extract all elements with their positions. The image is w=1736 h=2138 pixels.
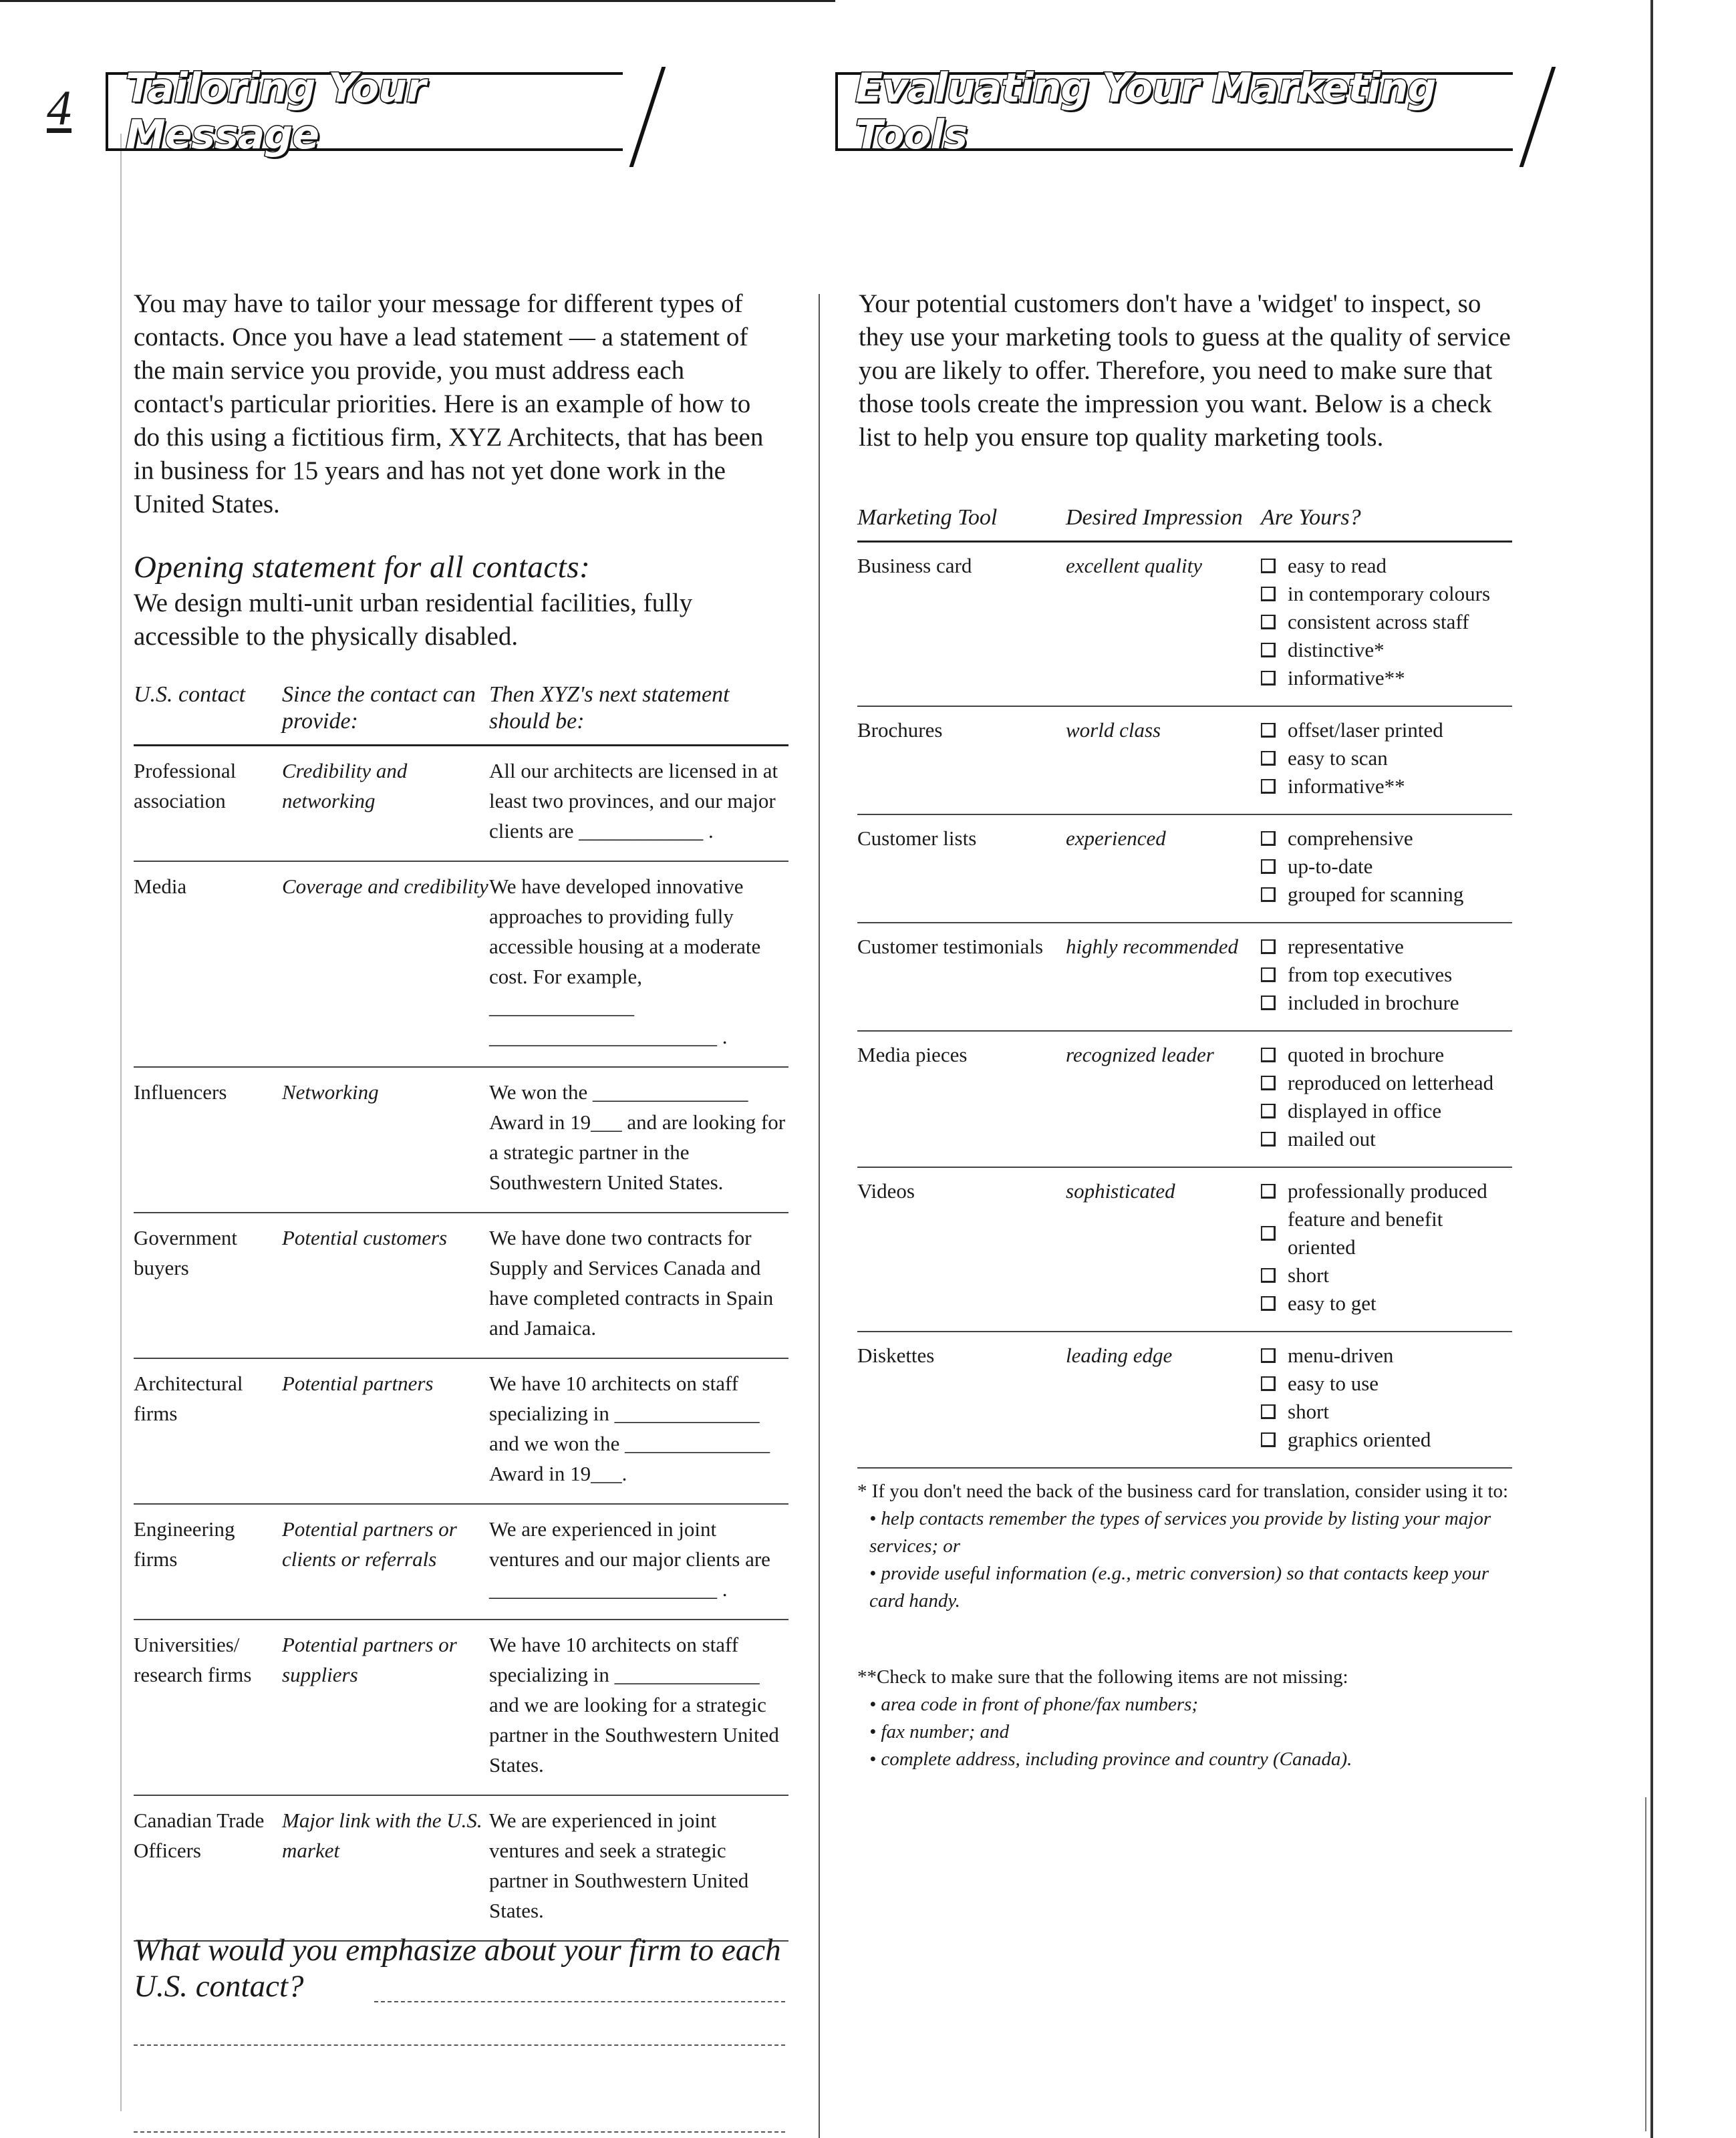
header-us-contact: U.S. contact — [134, 682, 246, 707]
next-statement: We have 10 architects on staff specializing in ______________ and we won the ______________ Award in 19___. — [489, 1372, 770, 1485]
page-edge-inner — [1645, 1797, 1646, 2131]
checklist-label: mailed out — [1288, 1127, 1376, 1151]
marketing-table-header — [857, 504, 1512, 543]
contact-row — [134, 1796, 788, 1942]
next-statement: We are experienced in joint ventures and seek a strategic partner in Southwestern United States. — [489, 1809, 749, 1922]
banner-slash — [1520, 67, 1556, 167]
contact-table — [134, 681, 788, 1942]
checklist-label: short — [1288, 1263, 1329, 1287]
checkbox-icon[interactable] — [1261, 1132, 1276, 1147]
checklist-label: included in brochure — [1288, 991, 1459, 1014]
checklist-label: up-to-date — [1288, 855, 1373, 878]
checklist-item[interactable] — [1261, 1426, 1512, 1454]
desired-impression: world class — [1066, 718, 1161, 742]
checkbox-icon[interactable] — [1261, 1104, 1276, 1118]
header-provide: Since the contact can provide: — [282, 682, 476, 734]
tool-row — [857, 1332, 1512, 1469]
contact-table-header — [134, 681, 788, 746]
checklist-item[interactable] — [1261, 1125, 1512, 1153]
footnote-1-bullet: • provide useful information (e.g., metric conversion) so that contacts keep your card handy. — [869, 1563, 1489, 1612]
checklist-label: consistent across staff — [1288, 610, 1469, 633]
checklist-item[interactable] — [1261, 664, 1512, 692]
footnote-2-bullet: • fax number; and — [869, 1721, 1010, 1742]
checkbox-icon[interactable] — [1261, 751, 1276, 766]
opening-statement-text: We design multi-unit urban residential facilities, fully accessible to the physically disabled. — [134, 589, 693, 651]
contact-type: Universities/ research firms — [134, 1633, 252, 1686]
checkbox-icon[interactable] — [1261, 779, 1276, 794]
contact-row — [134, 1359, 788, 1505]
header-marketing-tool: Marketing Tool — [857, 505, 998, 530]
contact-type: Canadian Trade Officers — [134, 1809, 265, 1862]
right-intro-paragraph: Your potential customers don't have a 'widget' to inspect, so they use your marketing tools to guess at the quality of service you are likely to offer. Therefore, you need to make sure that those tools create the impression you want. Below is a check list to help you ensure top quality marketing tools. — [859, 289, 1511, 452]
checklist-label: short — [1288, 1400, 1329, 1423]
checklist-label: quoted in brochure — [1288, 1043, 1445, 1066]
contact-row — [134, 746, 788, 862]
checkbox-icon[interactable] — [1261, 1348, 1276, 1363]
next-statement: We have developed innovative approaches to providing fully accessible housing at a moderate cost. For example, ______________ ______________________ . — [489, 875, 761, 1048]
contact-type: Influencers — [134, 1080, 227, 1104]
desired-impression: sophisticated — [1066, 1179, 1175, 1203]
checklist-label: from top executives — [1288, 963, 1453, 986]
checkbox-icon[interactable] — [1261, 643, 1276, 657]
desired-impression: experienced — [1066, 826, 1166, 850]
contact-provides: Coverage and credibility — [282, 875, 488, 898]
checklist-item[interactable] — [1261, 1205, 1512, 1261]
checklist-item[interactable] — [1261, 853, 1512, 881]
answer-line[interactable] — [374, 2001, 785, 2002]
checklist-label: representative — [1288, 935, 1404, 958]
footnote-1-bullet: • help contacts remember the types of services you provide by listing your major services; or — [869, 1508, 1491, 1557]
left-margin-rule — [120, 134, 122, 2111]
checklist-label: grouped for scanning — [1288, 883, 1464, 906]
answer-line[interactable] — [134, 2044, 785, 2046]
contact-row — [134, 1213, 788, 1359]
checklist-label: easy to use — [1288, 1372, 1379, 1395]
answer-line[interactable] — [134, 2131, 785, 2133]
checklist-item[interactable] — [1261, 1069, 1512, 1097]
checklist-item[interactable] — [1261, 881, 1512, 909]
left-section-banner — [106, 65, 623, 158]
contact-provides: Potential partners or suppliers — [282, 1633, 457, 1686]
checklist — [1261, 824, 1512, 909]
checklist-item[interactable] — [1261, 1177, 1512, 1205]
footnote-business-card — [857, 1478, 1526, 1615]
header-are-yours: Are Yours? — [1261, 505, 1361, 530]
checklist-item[interactable] — [1261, 1097, 1512, 1125]
contact-row — [134, 1505, 788, 1620]
next-statement: We have done two contracts for Supply and Services Canada and have completed contracts in Spain and Jamaica. — [489, 1226, 774, 1340]
desired-impression: highly recommended — [1066, 935, 1238, 958]
checklist-item[interactable] — [1261, 580, 1512, 608]
checklist-label: in contemporary colours — [1288, 582, 1491, 605]
column-divider — [819, 294, 820, 2138]
checklist-item[interactable] — [1261, 961, 1512, 989]
next-statement: We are experienced in joint ventures and our major clients are ______________________ . — [489, 1517, 770, 1601]
checklist-item[interactable] — [1261, 1289, 1512, 1318]
desired-impression: leading edge — [1066, 1344, 1173, 1367]
contact-provides: Major link with the U.S. market — [282, 1809, 482, 1862]
checklist-item[interactable] — [1261, 552, 1512, 580]
checklist-item[interactable] — [1261, 744, 1512, 772]
checklist-item[interactable] — [1261, 1261, 1512, 1289]
top-rule — [0, 0, 835, 2]
footnote-1-lead: * If you don't need the back of the business card for translation, consider using it to: — [857, 1481, 1509, 1502]
contact-provides: Potential customers — [282, 1226, 448, 1249]
desired-impression: excellent quality — [1066, 554, 1202, 577]
left-intro-paragraph: You may have to tailor your message for different types of contacts. Once you have a lead statement — a statement of the main service you provide, you must address each contact's particular priorities. Here is an example of how to do this using a fictitious firm, XYZ Architects, that has been in business for 15 years and has not yet done work in the United States. — [134, 289, 764, 518]
checklist-item[interactable] — [1261, 716, 1512, 744]
checklist-item[interactable] — [1261, 1342, 1512, 1370]
tool-row — [857, 1168, 1512, 1332]
tool-row — [857, 923, 1512, 1032]
checkbox-icon[interactable] — [1261, 587, 1276, 601]
emphasis-question: What would you emphasize about your firm to each U.S. contact? — [134, 1933, 781, 2004]
checklist-item[interactable] — [1261, 772, 1512, 800]
next-statement: All our architects are licensed in at least two provinces, and our major clients are ____________ . — [489, 759, 778, 843]
checklist-label: offset/laser printed — [1288, 718, 1443, 742]
tool-row — [857, 707, 1512, 815]
tool-name: Business card — [857, 554, 972, 577]
checkbox-icon[interactable] — [1261, 831, 1276, 846]
desired-impression: recognized leader — [1066, 1043, 1214, 1066]
checklist-label: menu-driven — [1288, 1344, 1394, 1367]
checklist-item[interactable] — [1261, 608, 1512, 636]
tool-name: Customer testimonials — [857, 935, 1044, 958]
contact-row — [134, 1068, 788, 1213]
checkbox-icon[interactable] — [1261, 1226, 1276, 1241]
contact-row — [134, 862, 788, 1068]
checkbox-icon[interactable] — [1261, 996, 1276, 1010]
checklist-label: professionally produced — [1288, 1179, 1487, 1203]
contact-type: Architectural firms — [134, 1372, 243, 1425]
checkbox-icon[interactable] — [1261, 615, 1276, 629]
tool-row — [857, 815, 1512, 923]
right-banner-title: Evaluating Your Marketing Tools — [855, 65, 1436, 158]
checklist-item[interactable] — [1261, 636, 1512, 664]
tool-row — [857, 1032, 1512, 1168]
checklist-label: feature and benefit oriented — [1288, 1207, 1443, 1259]
tool-name: Media pieces — [857, 1043, 968, 1066]
checkbox-icon[interactable] — [1261, 1076, 1276, 1090]
opening-statement-heading: Opening statement for all contacts: — [134, 550, 591, 585]
checkbox-icon[interactable] — [1261, 1184, 1276, 1199]
checkbox-icon[interactable] — [1261, 1296, 1276, 1311]
tool-row — [857, 543, 1512, 707]
checkbox-icon[interactable] — [1261, 559, 1276, 573]
checklist-item[interactable] — [1261, 824, 1512, 853]
checklist — [1261, 1342, 1512, 1454]
checklist-label: distinctive* — [1288, 638, 1385, 661]
checkbox-icon[interactable] — [1261, 1432, 1276, 1447]
contact-provides: Potential partners — [282, 1372, 434, 1395]
checklist — [1261, 933, 1512, 1017]
checkbox-icon[interactable] — [1261, 671, 1276, 685]
checklist-item[interactable] — [1261, 989, 1512, 1017]
checkbox-icon[interactable] — [1261, 1376, 1276, 1391]
checklist-label: reproduced on letterhead — [1288, 1071, 1494, 1094]
checklist-item[interactable] — [1261, 1041, 1512, 1069]
checklist-label: comprehensive — [1288, 826, 1413, 850]
checklist-item[interactable] — [1261, 1398, 1512, 1426]
checklist-label: informative** — [1288, 774, 1405, 798]
header-desired-impression: Desired Impression — [1066, 505, 1243, 530]
footnote-2-bullet: • area code in front of phone/fax numbers; — [869, 1694, 1199, 1715]
contact-type: Government buyers — [134, 1226, 237, 1279]
checkbox-icon[interactable] — [1261, 967, 1276, 982]
checklist-label: displayed in office — [1288, 1099, 1442, 1122]
left-banner-title: Tailoring Your Message — [126, 65, 426, 158]
page-number: 4 — [47, 81, 71, 136]
checkbox-icon[interactable] — [1261, 723, 1276, 738]
checkbox-icon[interactable] — [1261, 859, 1276, 874]
contact-provides: Networking — [282, 1080, 379, 1104]
contact-type: Media — [134, 875, 187, 898]
checklist-item[interactable] — [1261, 933, 1512, 961]
footnote-2-bullet: • complete address, including province and country (Canada). — [869, 1748, 1352, 1770]
right-section-banner — [835, 65, 1513, 158]
checkbox-icon[interactable] — [1261, 1268, 1276, 1283]
tool-name: Customer lists — [857, 826, 977, 850]
checklist — [1261, 1177, 1512, 1318]
footnote-check-items — [857, 1664, 1526, 1773]
marketing-tools-table — [857, 504, 1512, 1469]
next-statement: We have 10 architects on staff specializing in ______________ and we are looking for a strategic partner in the Southwestern United States. — [489, 1633, 779, 1777]
contact-row — [134, 1620, 788, 1796]
contact-type: Engineering firms — [134, 1517, 235, 1571]
checklist-item[interactable] — [1261, 1370, 1512, 1398]
banner-slash — [629, 67, 666, 167]
checklist-label: easy to get — [1288, 1291, 1377, 1315]
checkbox-icon[interactable] — [1261, 939, 1276, 954]
checklist — [1261, 1041, 1512, 1153]
tool-name: Brochures — [857, 718, 943, 742]
checkbox-icon[interactable] — [1261, 1048, 1276, 1062]
contact-provides: Potential partners or clients or referrals — [282, 1517, 457, 1571]
page-edge — [1650, 0, 1653, 2138]
next-statement: We won the _______________ Award in 19___ and are looking for a strategic partner in the Southwestern United States. — [489, 1080, 786, 1194]
checklist-label: easy to scan — [1288, 746, 1388, 770]
contact-type: Professional association — [134, 759, 237, 812]
header-statement: Then XYZ's next statement should be: — [489, 682, 730, 734]
contact-provides: Credibility and networking — [282, 759, 408, 812]
checklist-label: informative** — [1288, 666, 1405, 690]
checklist — [1261, 552, 1512, 692]
tool-name: Diskettes — [857, 1344, 935, 1367]
checklist-label: graphics oriented — [1288, 1428, 1431, 1451]
checkbox-icon[interactable] — [1261, 887, 1276, 902]
checklist — [1261, 716, 1512, 800]
tool-name: Videos — [857, 1179, 915, 1203]
footnote-2-lead: **Check to make sure that the following items are not missing: — [857, 1666, 1348, 1688]
checkbox-icon[interactable] — [1261, 1404, 1276, 1419]
checklist-label: easy to read — [1288, 554, 1387, 577]
